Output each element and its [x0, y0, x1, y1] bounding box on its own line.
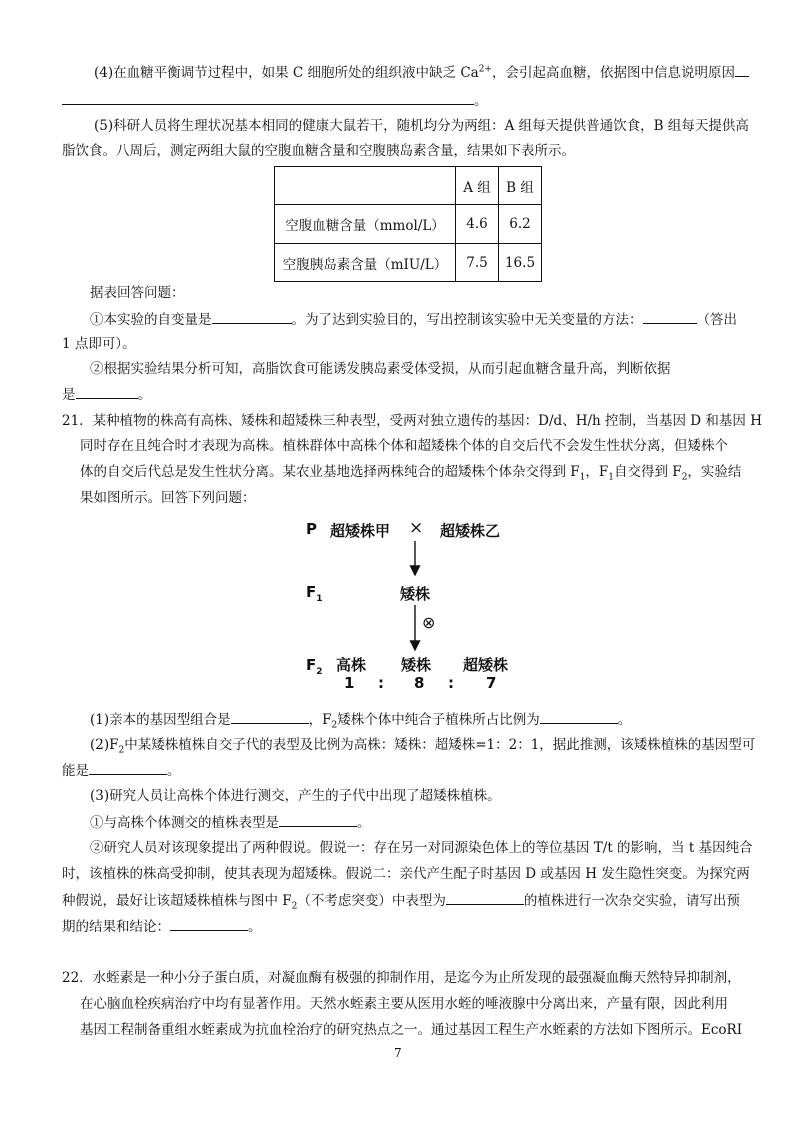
q20-4-line2: 。: [62, 90, 488, 111]
q21-line4: 果如图所示。回答下列问题：: [80, 490, 256, 506]
table-cell: 7.5: [456, 244, 499, 282]
ratio-value: 8: [414, 674, 425, 692]
q20-5-sub1: ①本实验的自变量是 。为了达到实验目的，写出控制该实验中无关变量的方法： （答出: [90, 309, 737, 330]
parent-a: 超矮株甲: [330, 522, 391, 540]
f2-label: $F_2$: [306, 656, 323, 677]
q20-5-intro: 据表回答问题：: [90, 285, 185, 301]
answer-blank[interactable]: [735, 62, 749, 77]
answer-blank[interactable]: [62, 90, 474, 105]
parent-b: 超矮株乙: [440, 522, 501, 540]
q21-line2: 同时存在且纯合时才表现为高株。植株群体中高株个体和超矮株个体的自交后代不会发生性状分离，但矮株个: [80, 438, 728, 454]
table-cell: 空腹胰岛素含量（mIU/L）: [275, 244, 456, 282]
table-cell: 空腹血糖含量（mmol/L）: [275, 205, 456, 244]
table-row: [275, 205, 542, 244]
table-cell: 16.5: [499, 244, 542, 282]
q21-1: (1)亲本的基因型组合是 ，$F_2$矮株个体中纯合子植株所占比例为 。: [90, 709, 631, 730]
answer-blank[interactable]: [643, 309, 697, 324]
p-label: P: [306, 520, 317, 538]
cross-symbol: ×: [409, 518, 424, 538]
result-table: [274, 166, 542, 282]
q20-5-sub2: ②根据实验结果分析可知，高脂饮食可能诱发胰岛素受体受损，从而引起血糖含量升高，判断依据: [90, 361, 671, 377]
f1-label: $F_1$: [306, 583, 323, 604]
q22-line1: 22．水蛭素是一种小分子蛋白质，对凝血酶有极强的抑制作用，是迄今为止所发现的最强凝血酶天然特异抑制剂，: [62, 970, 741, 986]
q21-2-line2: 能是 。: [62, 760, 181, 781]
table-header-a: A 组: [456, 167, 499, 205]
answer-blank[interactable]: [170, 916, 248, 931]
q20-5-line2: 脂饮食。八周后，测定两组大鼠的空腹血糖含量和空腹胰岛素含量，结果如下表所示。: [62, 143, 575, 159]
q22-line3: 基因工程制备重组水蛭素成为抗血栓治疗的研究热点之一。通过基因工程生产水蛭素的方法如下图所示。EcoRI: [80, 1022, 743, 1038]
q21-3: (3)研究人员让高株个体进行测交，产生的子代中出现了超矮株植株。: [90, 788, 501, 804]
f1-phenotype: 矮株: [400, 585, 431, 603]
answer-blank[interactable]: [279, 812, 357, 827]
ratio-value: 7: [486, 674, 497, 692]
ratio-sep: :: [378, 674, 384, 692]
q22-line2: 在心脑血栓疾病治疗中均有显著作用。天然水蛭素主要从医用水蛭的唾液腺中分离出来，产量有限，因此利用: [80, 996, 728, 1012]
q20-5-line1: (5)科研人员将生理状况基本相同的健康大鼠若干，随机均分为两组：A 组每天提供普通饮食，B 组每天提供高: [94, 118, 749, 134]
ratio-value: 1: [344, 674, 355, 692]
table-row: [275, 244, 542, 282]
q21-3-1: ①与高株个体测交的植株表型是 。: [90, 812, 371, 833]
q21-line3: 体的自交后代总是发生性状分离。某农业基地选择两株纯合的超矮株个体杂交得到 $F_1$，$F_1$自交得到 $F_2$，实验结: [80, 464, 742, 483]
answer-blank[interactable]: [76, 384, 138, 399]
table-cell: 4.6: [456, 205, 499, 244]
q21-line1: 21．某种植物的株高有高株、矮株和超矮株三种表型，受两对独立遗传的基因：D/d、H/h 控制，当基因 D 和基因 H: [62, 413, 762, 429]
answer-blank[interactable]: [540, 709, 618, 724]
table-corner-cell: [275, 167, 456, 205]
f2-phenotype-short: 矮株: [401, 656, 432, 674]
table-header-b: B 组: [499, 167, 542, 205]
q21-3-2-line1: ②研究人员对该现象提出了两种假说。假说一：存在另一对同源染色体上的等位基因 T/t 的影响，当 t 基因纯合: [90, 840, 753, 856]
q20-5-sub2-line2: 是 。: [62, 384, 151, 405]
cross-arrows: [0, 535, 800, 715]
q21-3-2-line2: 时，该植株的株高受抑制，使其表现为超矮株。假说二：亲代产生配子时基因 D 或基因 H 发生隐性突变。为探究两: [62, 866, 750, 882]
f2-phenotype-tall: 高株: [336, 656, 367, 674]
page-number: 7: [394, 1046, 402, 1060]
answer-blank[interactable]: [446, 890, 524, 905]
self-cross-symbol: ⊗: [422, 613, 436, 632]
q21-3-2-line3: 种假说，最好让该超矮株植株与图中 $F_2$（不考虑突变）中表型为 的植株进行一次杂交实验，请写出预: [62, 890, 740, 911]
f2-phenotype-dwarf: 超矮株: [463, 656, 509, 674]
q20-4-line1: (4)在血糖平衡调节过程中，如果 C 细胞所处的组织液中缺乏 $Ca^{2+}$，会引起高血糖，依据图中信息说明原因: [94, 62, 749, 83]
q21-2: $(2)F_2$中某矮株植株自交子代的表型及比例为高株：矮株：超矮株=1：2：1，据此推测，该矮株植株的基因型可: [90, 737, 756, 756]
table-cell: 6.2: [499, 205, 542, 244]
answer-blank[interactable]: [89, 760, 167, 775]
ratio-sep: :: [448, 674, 454, 692]
q21-3-2-line4: 期的结果和结论： 。: [62, 916, 262, 937]
answer-blank[interactable]: [231, 709, 309, 724]
answer-blank[interactable]: [212, 309, 292, 324]
q20-5-sub1-line2: 1 点即可）。: [62, 336, 136, 352]
